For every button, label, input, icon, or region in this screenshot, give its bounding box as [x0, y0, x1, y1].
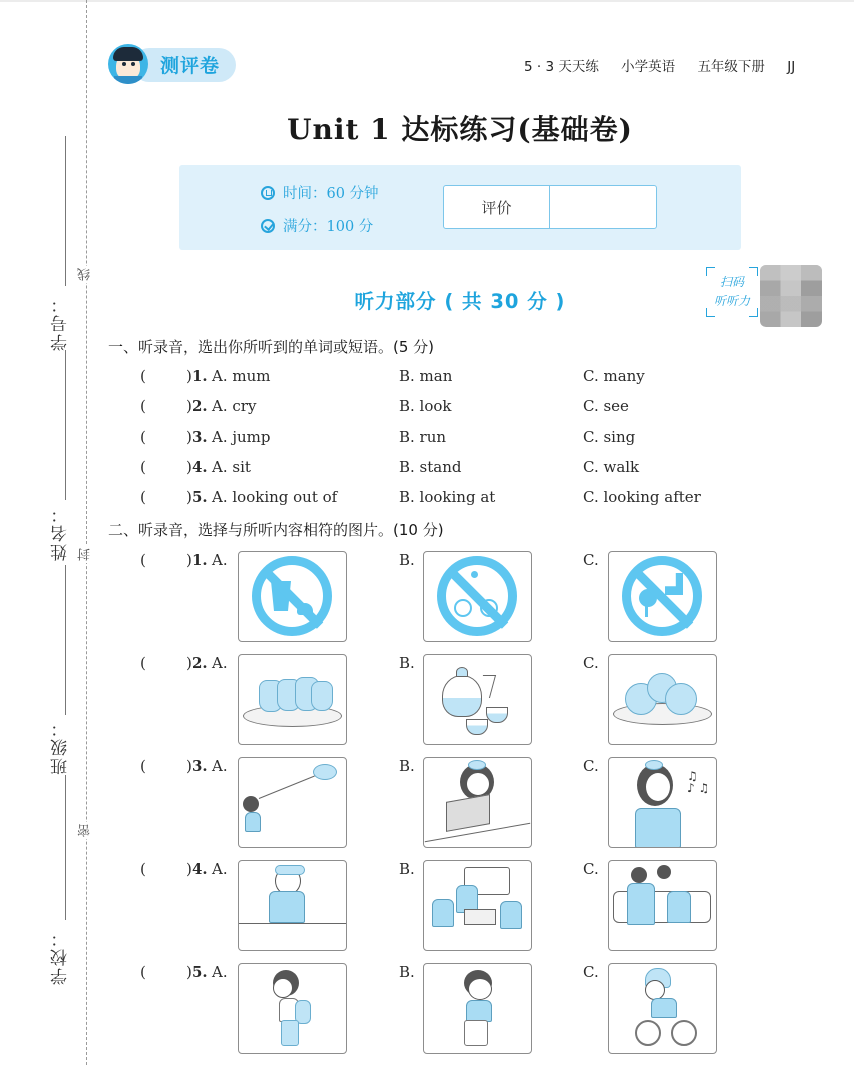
student-id-line[interactable] — [65, 136, 66, 286]
answer-blank[interactable]: ) — [186, 654, 192, 672]
answer-blank[interactable]: ) — [186, 397, 192, 415]
option-b: B. man — [399, 367, 453, 385]
picture-question-row: ( ) 5. A. B. C. — [140, 963, 740, 1058]
evaluation-field[interactable] — [550, 186, 656, 228]
option-b: B. looking at — [399, 488, 496, 506]
boy-walking-with-backpack-image — [238, 963, 347, 1054]
hourglass-icon — [261, 186, 275, 200]
girl-flying-kite-image — [238, 757, 347, 848]
option-c: C. many — [583, 367, 645, 385]
qr-code-icon[interactable] — [760, 265, 822, 327]
test-badge — [108, 44, 236, 84]
option-c: C. see — [583, 397, 629, 415]
subject: 小学英语 — [621, 59, 676, 75]
option-b: B. look — [399, 397, 452, 415]
name-line[interactable] — [65, 350, 66, 500]
time-limit: 时间：60 分钟 — [261, 182, 379, 203]
seal-word-line: 线 — [78, 268, 93, 281]
evaluation-table — [443, 185, 657, 229]
dumplings-on-plate-image — [238, 654, 347, 745]
option-a: A. cry — [212, 397, 257, 415]
part1-title: 一、听录音，选出你所听到的单词或短语。(5 分) — [108, 338, 435, 356]
boy-mascot-icon — [108, 44, 148, 84]
answer-blank[interactable]: ) — [186, 458, 192, 476]
picture-question-row: ( ) 4. A. B. C. — [140, 860, 740, 955]
option-a: A. looking out of — [212, 488, 338, 506]
option-a: A. jump — [212, 428, 271, 446]
top-border — [0, 0, 854, 2]
student-id-label: 学号： — [51, 294, 71, 351]
seal-word-secret: 密 — [78, 824, 93, 837]
no-picking-flowers-sign-icon — [608, 551, 717, 642]
option-a: A. mum — [212, 367, 271, 385]
option-c: C. walk — [583, 458, 640, 476]
check-circle-icon — [261, 219, 275, 233]
people-playing-cards-image — [423, 860, 532, 951]
grade: 五年级下册 — [697, 59, 765, 75]
scan-qr-label: 扫码 听听力 — [706, 267, 758, 317]
boy-waving-at-desk-image — [238, 860, 347, 951]
answer-blank[interactable]: ) — [186, 963, 192, 981]
exam-info-box — [179, 165, 741, 250]
boy-riding-bike-image — [608, 963, 717, 1054]
picture-question-row: ( ) 3. A. B. C. ♫ ♪ ♫ — [140, 757, 740, 852]
answer-blank[interactable]: ) — [186, 428, 192, 446]
no-food-and-drink-sign-icon — [238, 551, 347, 642]
option-c: C. sing — [583, 428, 636, 446]
no-cycling-sign-icon — [423, 551, 532, 642]
full-score: 满分：100 分 — [261, 215, 373, 236]
option-b: B. stand — [399, 458, 462, 476]
answer-blank[interactable]: ) — [186, 551, 192, 569]
listening-section-title: 听力部分 ( 共 30 分 ) — [354, 290, 566, 313]
page-title: Unit 1 达标练习(基础卷) — [287, 113, 633, 146]
class-label: 班级： — [51, 718, 71, 775]
family-on-bench-image — [608, 860, 717, 951]
seal-word-seal: 封 — [78, 548, 93, 561]
school-line[interactable] — [65, 775, 66, 920]
badge-label: 测评卷 — [160, 55, 221, 77]
teapot-and-cups-image — [423, 654, 532, 745]
option-b: B. run — [399, 428, 447, 446]
answer-blank[interactable]: ) — [186, 367, 192, 385]
book-info — [524, 55, 795, 75]
girl-reading-book-image — [423, 757, 532, 848]
class-line[interactable] — [65, 565, 66, 715]
girl-listening-music-image: ♫ ♪ ♫ — [608, 757, 717, 848]
boy-running-image — [423, 963, 532, 1054]
binding-dashed-line — [86, 0, 87, 1065]
picture-question-row: ( ) 1. A. B. C. — [140, 551, 740, 646]
name-label: 姓名： — [51, 504, 71, 561]
answer-blank[interactable]: ) — [186, 757, 192, 775]
edition: JJ — [787, 59, 796, 75]
answer-blank[interactable]: ) — [186, 488, 192, 506]
series-name: 5 · 3 天天练 — [524, 59, 599, 75]
oranges-on-plate-image — [608, 654, 717, 745]
picture-question-row: ( ) 2. A. B. C. — [140, 654, 740, 749]
school-label: 学校： — [51, 928, 71, 985]
evaluation-label: 评价 — [444, 186, 550, 228]
part2-title: 二、听录音，选择与所听内容相符的图片。(10 分) — [108, 521, 444, 539]
option-a: A. sit — [212, 458, 251, 476]
answer-blank[interactable]: ) — [186, 860, 192, 878]
option-c: C. looking after — [583, 488, 701, 506]
